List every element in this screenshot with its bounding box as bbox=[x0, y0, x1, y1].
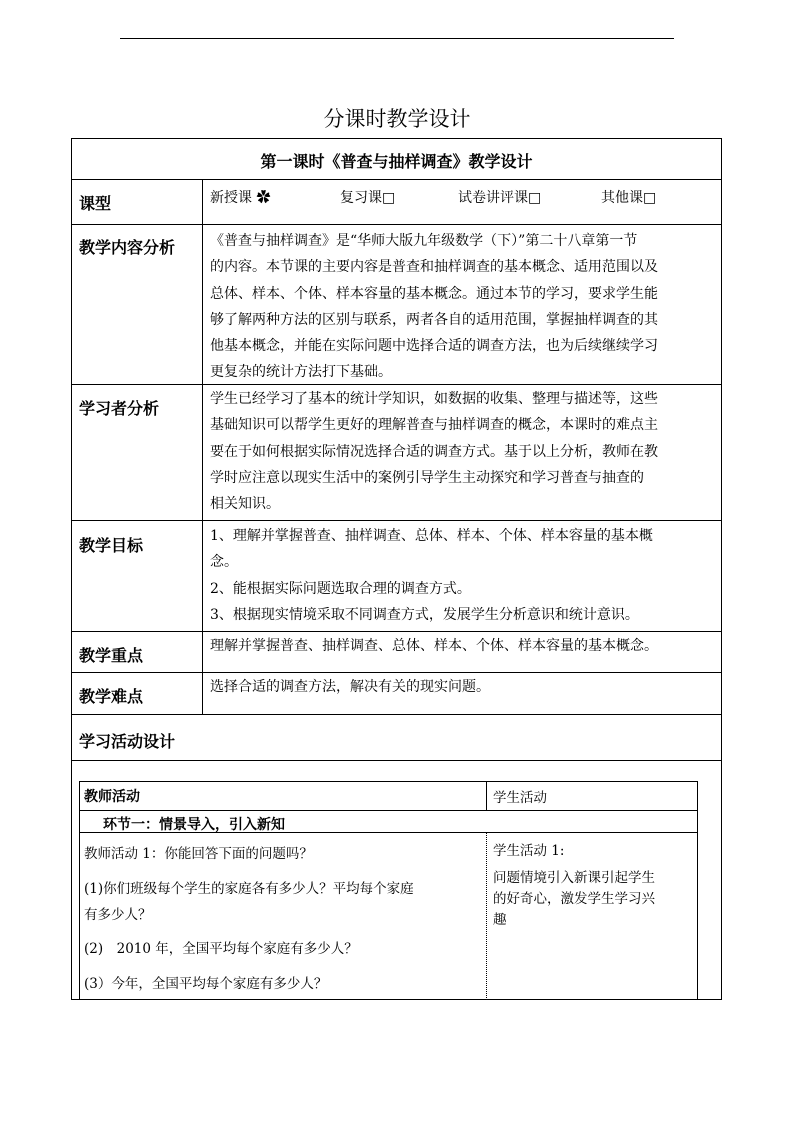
row-divider bbox=[71, 224, 722, 225]
learner-analysis-line: 要在于如何根据实际情况选择合适的调查方式。基于以上分析，教师在教 bbox=[210, 443, 658, 460]
lesson-type-label: 课型 bbox=[79, 194, 112, 213]
header-rule bbox=[120, 38, 674, 39]
row-divider bbox=[71, 520, 722, 521]
key-points-label: 教学重点 bbox=[79, 646, 144, 665]
content-analysis-line: 《普查与抽样调查》是“华师大版九年级数学（下）”第二十八章第一节 bbox=[210, 233, 638, 249]
difficulties-text: 选择合适的调查方法，解决有关的现实问题。 bbox=[210, 679, 490, 695]
learner-analysis-text bbox=[210, 386, 716, 517]
learner-analysis-line: 基础知识可以帮学生更好的理解普查与抽样调查的概念，本课时的难点主 bbox=[210, 417, 658, 434]
learner-analysis-line: 相关知识。 bbox=[210, 496, 280, 513]
question-3: (3）今年，全国平均每个家庭有多少人？ bbox=[84, 976, 328, 992]
difficulties-label: 教学难点 bbox=[79, 687, 144, 706]
row-divider bbox=[71, 631, 722, 632]
question-1-line-1: (1)你们班级每个学生的家庭各有多少人？平均每个家庭 bbox=[84, 881, 414, 897]
option-review-lesson: 复习课□ bbox=[340, 190, 396, 206]
row-divider bbox=[71, 179, 722, 180]
key-points-text: 理解并掌握普查、抽样调查、总体、样本、个体、样本容量的基本概念。 bbox=[210, 638, 658, 654]
activity-column-divider bbox=[486, 781, 487, 810]
content-analysis-label: 教学内容分析 bbox=[79, 238, 176, 257]
stage-one-heading: 环节一：情景导入，引入新知 bbox=[103, 817, 285, 833]
student-activity-1-line: 趣 bbox=[493, 912, 507, 928]
student-activity-1-line: 的好奇心，激发学生学习兴 bbox=[493, 891, 655, 907]
learner-analysis-label: 学习者分析 bbox=[79, 399, 160, 418]
row-divider bbox=[71, 714, 722, 715]
content-analysis-line: 的内容。本节课的主要内容是普查和抽样调查的基本概念、适用范围以及 bbox=[210, 259, 658, 276]
content-analysis-line: 他基本概念，并能在实际问题中选择合适的调查方法，也为后续继续学习 bbox=[210, 338, 658, 355]
student-activity-1-line: 问题情境引入新课引起学生 bbox=[493, 870, 655, 886]
activity-row-divider bbox=[79, 810, 698, 811]
content-analysis-line: 总体、样本、个体、样本容量的基本概念。通过本节的学习，要求学生能 bbox=[210, 285, 658, 302]
document-title: 分课时教学设计 bbox=[323, 107, 471, 131]
content-analysis-text bbox=[210, 228, 716, 386]
learner-analysis-line: 学时应注意以现实生活中的案例引导学生主动探究和学习普查与抽查的 bbox=[210, 469, 644, 486]
objective-2: 2、能根据实际问题选取合理的调查方式。 bbox=[210, 581, 471, 597]
objective-3: 3、根据现实情境采取不同调查方式，发展学生分析意识和统计意识。 bbox=[210, 607, 639, 623]
column-divider bbox=[202, 179, 203, 714]
option-other-lesson: 其他课□ bbox=[601, 190, 657, 206]
content-analysis-line: 更复杂的统计方法打下基础。 bbox=[210, 364, 392, 381]
objectives-label: 教学目标 bbox=[79, 536, 144, 555]
learner-analysis-line: 学生已经学习了基本的统计学知识，如数据的收集、整理与描述等，这些 bbox=[210, 391, 658, 407]
activity-design-label: 学习活动设计 bbox=[79, 732, 176, 751]
student-activity-1-label: 学生活动 1: bbox=[493, 843, 565, 859]
row-divider bbox=[71, 672, 722, 673]
lesson-title: 第一课时《普查与抽样调查》教学设计 bbox=[260, 152, 533, 171]
teacher-activity-header: 教师活动 bbox=[84, 789, 140, 805]
student-activity-header: 学生活动 bbox=[493, 790, 547, 806]
option-new-lesson: 新授课 ✿ bbox=[210, 190, 271, 206]
teacher-activity-1: 教师活动 1：你能回答下面的问题吗？ bbox=[84, 846, 313, 862]
objective-1-line-2: 念。 bbox=[210, 554, 238, 570]
activity-column-divider bbox=[486, 832, 487, 1000]
question-1-line-2: 有多少人？ bbox=[84, 907, 152, 923]
objective-1-line-1: 1、理解并掌握普查、抽样调查、总体、样本、个体、样本容量的基本概 bbox=[210, 528, 653, 544]
question-2: (2) 2010 年，全国平均每个家庭有多少人？ bbox=[84, 941, 358, 957]
option-exam-review-lesson: 试卷讲评课□ bbox=[458, 190, 542, 206]
content-analysis-line: 够了解两种方法的区别与联系，两者各自的适用范围，掌握抽样调查的其 bbox=[210, 311, 658, 328]
row-divider bbox=[71, 760, 722, 761]
